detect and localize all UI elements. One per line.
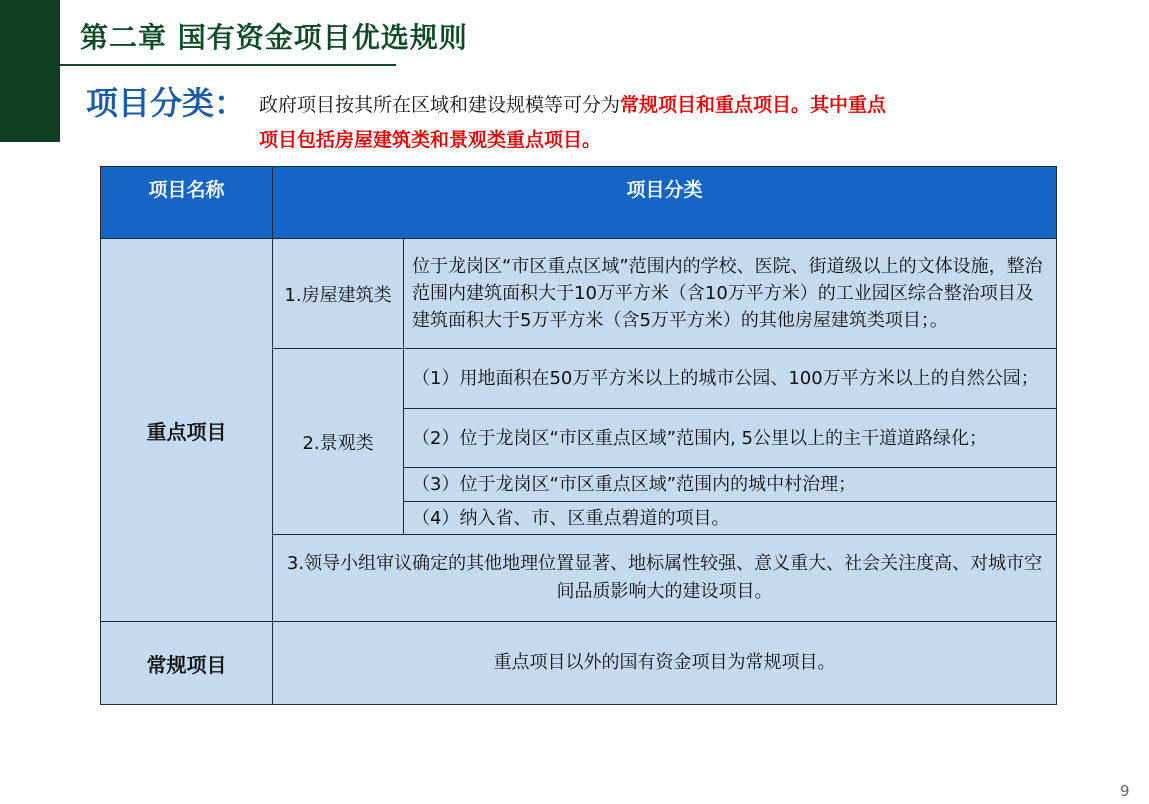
key-project-name-cell: 重点项目 <box>101 239 273 622</box>
classification-table <box>100 166 1057 705</box>
landscape-type-cell: 2.景观类 <box>273 349 404 535</box>
intro-normal-text: 政府项目按其所在区域和建设规模等可分为 <box>259 94 621 116</box>
regular-project-desc-cell: 重点项目以外的国有资金项目为常规项目。 <box>273 622 1057 705</box>
intro-emphasis-1: 常规项目和重点项目。其中重点 <box>620 94 887 116</box>
header-project-name: 项目名称 <box>101 167 273 239</box>
table-header-row <box>101 167 1057 239</box>
intro-text <box>259 88 1099 158</box>
landscape-item-2: （2）位于龙岗区“市区重点区域”范围内, 5公里以上的主干道道路绿化； <box>404 409 1057 468</box>
header-project-category: 项目分类 <box>273 167 1057 239</box>
chapter-title: 第二章 国有资金项目优选规则 <box>80 21 468 54</box>
title-underline <box>60 64 396 66</box>
left-accent-bar <box>0 0 60 142</box>
landscape-item-4: （4）纳入省、市、区重点碧道的项目。 <box>404 502 1057 535</box>
table-row <box>101 239 1057 349</box>
table-row <box>101 622 1057 705</box>
intro-emphasis-2: 项目包括房屋建筑类和景观类重点项目。 <box>259 129 602 151</box>
other-key-project-cell: 3.领导小组审议确定的其他地理位置显著、地标属性较强、意义重大、社会关注度高、对城市空间品质影响大的建设项目。 <box>273 535 1057 622</box>
landscape-item-3: （3）位于龙岗区“市区重点区域”范围内的城中村治理； <box>404 468 1057 502</box>
section-label: 项目分类： <box>86 84 247 122</box>
building-desc-cell: 位于龙岗区“市区重点区域”范围内的学校、医院、街道级以上的文体设施，整治范围内建筑面积大于10万平方米（含10万平方米）的工业园区综合整治项目及建筑面积大于5万平方米（含5万平方米）的其他房屋建筑类项目；。 <box>404 239 1057 349</box>
landscape-item-1: （1）用地面积在50万平方米以上的城市公园、100万平方米以上的自然公园； <box>404 349 1057 409</box>
page-number: 9 <box>1120 782 1130 800</box>
building-type-cell: 1.房屋建筑类 <box>273 239 404 349</box>
regular-project-name-cell: 常规项目 <box>101 622 273 705</box>
